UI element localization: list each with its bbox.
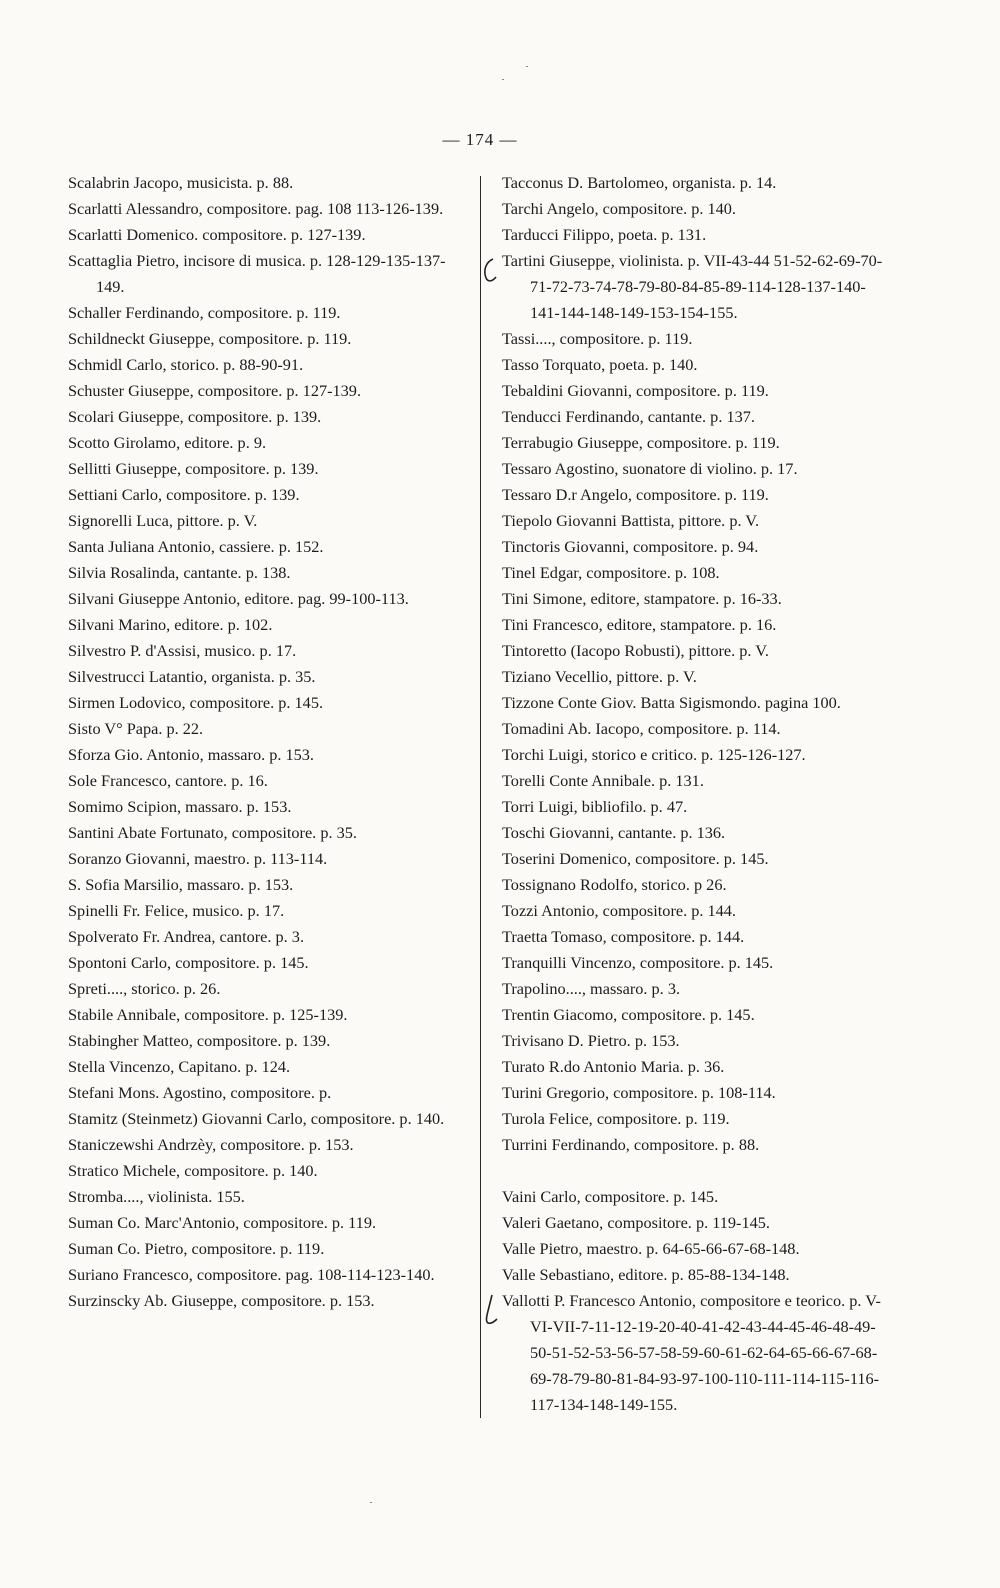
- index-entry: Spreti...., storico. p. 26.: [68, 979, 221, 998]
- index-entry: Torri Luigi, bibliofilo. p. 47.: [502, 797, 688, 816]
- index-entry: Tinctoris Giovanni, compositore. p. 94.: [502, 537, 759, 556]
- index-entry: Tessaro D.r Angelo, compositore. p. 119.: [502, 485, 769, 504]
- index-entry: Schaller Ferdinando, compositore. p. 119.: [68, 303, 341, 322]
- index-entry: Surzinscky Ab. Giuseppe, compositore. p. 153.: [68, 1291, 375, 1310]
- index-entry: Santini Abate Fortunato, compositore. p. 35.: [68, 823, 357, 842]
- paper-speck: [370, 1502, 372, 1503]
- index-entry: Tartini Giuseppe, violinista. p. VII-43-44 51-52-62-69-70-71-72-73-74-78-79-80-84-85-89-114-128-137-140-141-144-148-149-153-154-155.: [502, 251, 883, 322]
- index-entry: Turola Felice, compositore. p. 119.: [502, 1109, 730, 1128]
- index-entry: Toserini Domenico, compositore. p. 145.: [502, 849, 769, 868]
- index-entry: Spolverato Fr. Andrea, cantore. p. 3.: [68, 927, 305, 946]
- index-entry: Trapolino...., massaro. p. 3.: [502, 979, 681, 998]
- index-entry: Traetta Tomaso, compositore. p. 144.: [502, 927, 745, 946]
- index-entry: Stella Vincenzo, Capitano. p. 124.: [68, 1057, 291, 1076]
- index-entry: Turrini Ferdinando, compositore. p. 88.: [502, 1135, 760, 1154]
- index-entry: Trentin Giacomo, compositore. p. 145.: [502, 1005, 755, 1024]
- index-entry: Tessaro Agostino, suonatore di violino. p. 17.: [502, 459, 798, 478]
- index-entry: Stamitz (Steinmetz) Giovanni Carlo, compositore. p. 140.: [68, 1109, 445, 1128]
- index-entry: Sforza Gio. Antonio, massaro. p. 153.: [68, 745, 314, 764]
- index-entry: Staniczewshi Andrzèy, compositore. p. 153.: [68, 1135, 354, 1154]
- paper-speck: [502, 79, 504, 80]
- index-entry: Scattaglia Pietro, incisore di musica. p. 128-129-135-137-149.: [68, 251, 446, 296]
- index-entry: Turini Gregorio, compositore. p. 108-114.: [502, 1083, 776, 1102]
- index-entry: Suman Co. Pietro, compositore. p. 119.: [68, 1239, 325, 1258]
- index-entry: Sole Francesco, cantore. p. 16.: [68, 771, 268, 790]
- index-entry: S. Sofia Marsilio, massaro. p. 153.: [68, 875, 294, 894]
- index-entry: Tarducci Filippo, poeta. p. 131.: [502, 225, 707, 244]
- index-entry: Tranquilli Vincenzo, compositore. p. 145.: [502, 953, 774, 972]
- index-column-right: [502, 170, 894, 1418]
- index-entry: Tacconus D. Bartolomeo, organista. p. 14.: [502, 173, 777, 192]
- index-entry: Tozzi Antonio, compositore. p. 144.: [502, 901, 737, 920]
- index-entry: Suriano Francesco, compositore. pag. 108-114-123-140.: [68, 1265, 435, 1284]
- index-entry: Tenducci Ferdinando, cantante. p. 137.: [502, 407, 755, 426]
- page-number: — 174 —: [442, 130, 518, 149]
- index-entry: Silvestrucci Latantio, organista. p. 35.: [68, 667, 316, 686]
- index-entry: Tassi...., compositore. p. 119.: [502, 329, 693, 348]
- index-entry: Stefani Mons. Agostino, compositore. p.: [68, 1083, 332, 1102]
- index-entry: Scarlatti Domenico. compositore. p. 127-139.: [68, 225, 366, 244]
- index-entry: Valle Pietro, maestro. p. 64-65-66-67-68-148.: [502, 1239, 800, 1258]
- index-entry: Signorelli Luca, pittore. p. V.: [68, 511, 258, 530]
- index-entry: Tiepolo Giovanni Battista, pittore. p. V.: [502, 511, 760, 530]
- index-entry: Tomadini Ab. Iacopo, compositore. p. 114.: [502, 719, 781, 738]
- handwritten-margin-mark: [480, 1293, 494, 1321]
- index-entry: Sellitti Giuseppe, compositore. p. 139.: [68, 459, 319, 478]
- index-entry: Silvani Giuseppe Antonio, editore. pag. 99-100-113.: [68, 589, 409, 608]
- index-entry: Silvestro P. d'Assisi, musico. p. 17.: [68, 641, 297, 660]
- index-entry: Vallotti P. Francesco Antonio, compositore e teorico. p. V-VI-VII-7-11-12-19-20-40-41-42-43-44-45-46-48-49-50-51-52-53-56-57-58-59-60-61-62-64-65-66-67-68-69-78-79-80-81-84-93-97-100-110-111-114-115-116-117-134-148-149-155.: [502, 1291, 881, 1414]
- paper-speck: [526, 66, 528, 67]
- index-entry: Soranzo Giovanni, maestro. p. 113-114.: [68, 849, 328, 868]
- index-entry: Tossignano Rodolfo, storico. p 26.: [502, 875, 727, 894]
- handwritten-margin-mark: [480, 256, 494, 284]
- index-entry: Schmidl Carlo, storico. p. 88-90-91.: [68, 355, 304, 374]
- index-entry: Santa Juliana Antonio, cassiere. p. 152.: [68, 537, 324, 556]
- index-entry: Stabile Annibale, compositore. p. 125-139.: [68, 1005, 348, 1024]
- index-entry: Stabingher Matteo, compositore. p. 139.: [68, 1031, 331, 1050]
- index-entry: Suman Co. Marc'Antonio, compositore. p. 119.: [68, 1213, 377, 1232]
- index-entry: Spinelli Fr. Felice, musico. p. 17.: [68, 901, 285, 920]
- index-entry: Toschi Giovanni, cantante. p. 136.: [502, 823, 726, 842]
- index-entry: Schildneckt Giuseppe, compositore. p. 119.: [68, 329, 352, 348]
- index-entry: Torchi Luigi, storico e critico. p. 125-126-127.: [502, 745, 806, 764]
- index-entry: Scalabrin Jacopo, musicista. p. 88.: [68, 173, 294, 192]
- index-entry: Tintoretto (Iacopo Robusti), pittore. p. V.: [502, 641, 769, 660]
- index-entry: Tiziano Vecellio, pittore. p. V.: [502, 667, 697, 686]
- index-entry: Scolari Giuseppe, compositore. p. 139.: [68, 407, 322, 426]
- index-entry: Valle Sebastiano, editore. p. 85-88-134-148.: [502, 1265, 790, 1284]
- index-entry: Tasso Torquato, poeta. p. 140.: [502, 355, 698, 374]
- index-entry: Trivisano D. Pietro. p. 153.: [502, 1031, 680, 1050]
- index-entry: Silvia Rosalinda, cantante. p. 138.: [68, 563, 291, 582]
- index-entry: Valeri Gaetano, compositore. p. 119-145.: [502, 1213, 770, 1232]
- index-entry: Terrabugio Giuseppe, compositore. p. 119.: [502, 433, 780, 452]
- index-entry: Spontoni Carlo, compositore. p. 145.: [68, 953, 309, 972]
- index-entry: Scarlatti Alessandro, compositore. pag. 108 113-126-139.: [68, 199, 444, 218]
- index-entry: Schuster Giuseppe, compositore. p. 127-139.: [68, 381, 362, 400]
- index-entry: Vaini Carlo, compositore. p. 145.: [502, 1187, 719, 1206]
- index-entry: Tini Simone, editore, stampatore. p. 16-33.: [502, 589, 782, 608]
- index-entry: Sisto V° Papa. p. 22.: [68, 719, 204, 738]
- index-entry: Scotto Girolamo, editore. p. 9.: [68, 433, 267, 452]
- index-entry: Silvani Marino, editore. p. 102.: [68, 615, 273, 634]
- index-entry: Stratico Michele, compositore. p. 140.: [68, 1161, 318, 1180]
- index-entry: Settiani Carlo, compositore. p. 139.: [68, 485, 300, 504]
- index-entry: Sirmen Lodovico, compositore. p. 145.: [68, 693, 324, 712]
- index-entry: Tarchi Angelo, compositore. p. 140.: [502, 199, 736, 218]
- index-entry: Tinel Edgar, compositore. p. 108.: [502, 563, 720, 582]
- index-entry: Stromba...., violinista. 155.: [68, 1187, 245, 1206]
- column-divider: [480, 176, 481, 1418]
- index-entry: Turato R.do Antonio Maria. p. 36.: [502, 1057, 725, 1076]
- index-entry: Tini Francesco, editore, stampatore. p. 16.: [502, 615, 777, 634]
- index-entry: Tizzone Conte Giov. Batta Sigismondo. pagina 100.: [502, 693, 841, 712]
- index-entry: Torelli Conte Annibale. p. 131.: [502, 771, 704, 790]
- index-entry: Tebaldini Giovanni, compositore. p. 119.: [502, 381, 769, 400]
- index-entry: Somimo Scipion, massaro. p. 153.: [68, 797, 292, 816]
- index-column-left: [68, 170, 460, 1314]
